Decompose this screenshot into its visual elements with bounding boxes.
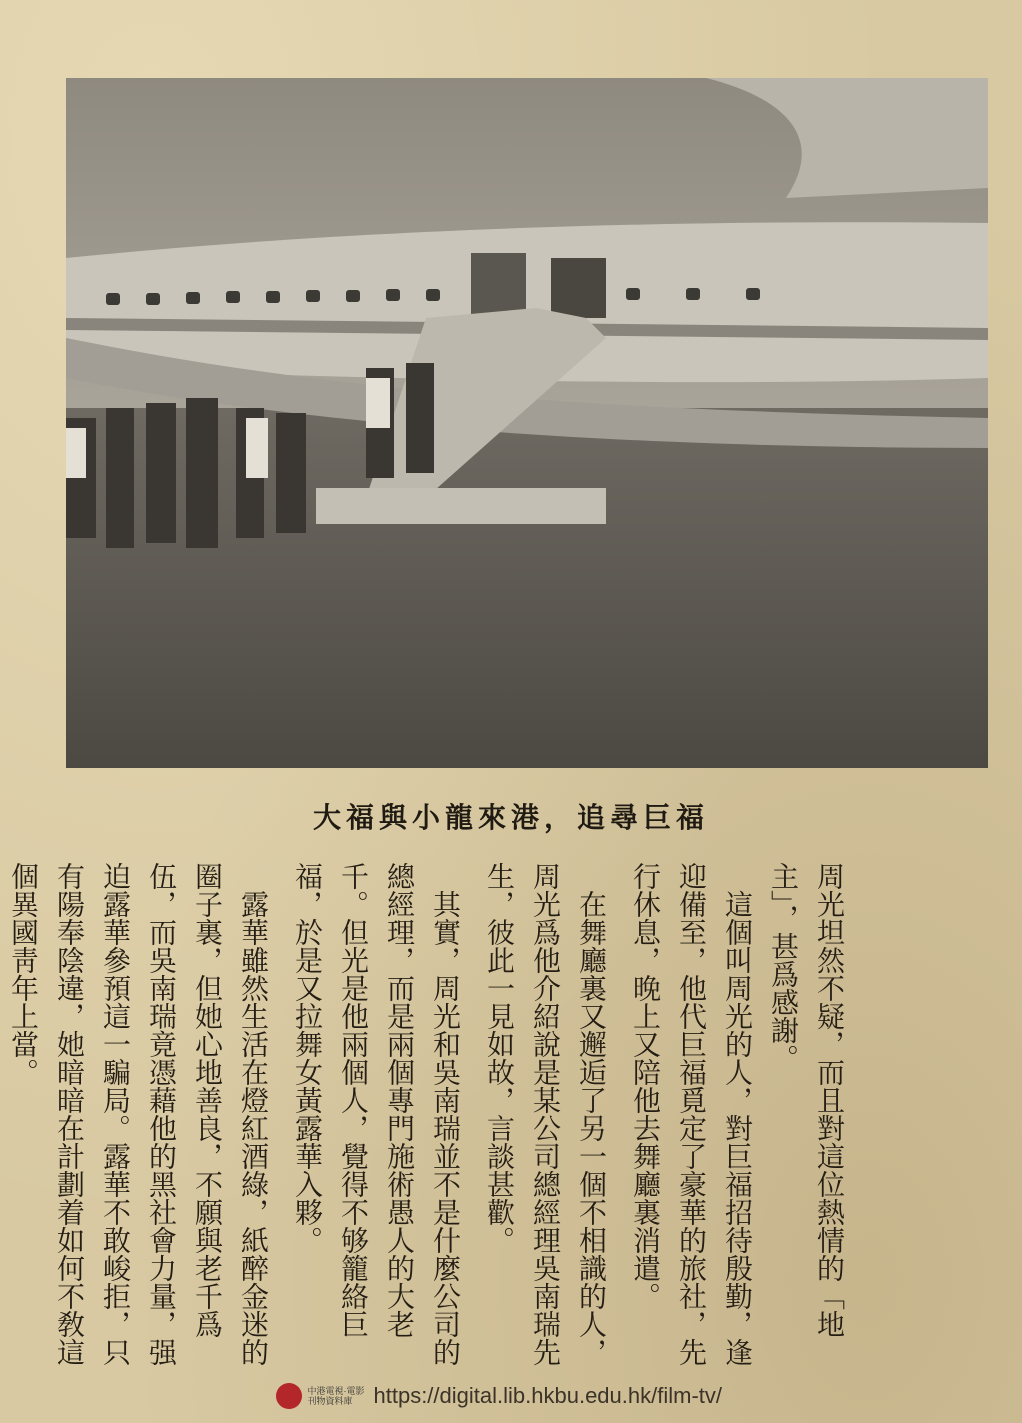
- paragraph: 這個叫周光的人，對巨福招待殷勤，逢迎備至，他代巨福覓定了豪華的旅社，先行休息，晚上又陪他去舞廳裏消遣。: [629, 862, 754, 1366]
- paragraph: 在舞廳裏又邂逅了另一個不相識的人，周光爲他介紹說是某公司總經理吳南瑞先生，彼此一見如故，言談甚歡。: [483, 862, 608, 1366]
- library-logo-icon: [276, 1383, 302, 1409]
- airplane-photo: [66, 78, 988, 768]
- paragraph: 露華雖然生活在燈紅酒綠，紙醉金迷的圈子裏，但她心地善良，不願與老千爲伍，而吳南瑞竟憑藉他的黑社會力量，强迫露華參預這一騙局。露華不敢峻拒，只有陽奉陰違，她暗暗在計劃着如何不敎這個異國靑年上當。: [7, 862, 270, 1366]
- source-url[interactable]: https://digital.lib.hkbu.edu.hk/film-tv/: [373, 1383, 722, 1408]
- article-text: [0, 862, 852, 1382]
- paragraph: 其實，周光和吳南瑞並不是什麼公司的總經理，而是兩個專門施術愚人的大老千。但光是他兩個人，覺得不够籠絡巨福，於是又拉舞女黃露華入夥。: [291, 862, 462, 1366]
- footer: [276, 1383, 723, 1409]
- paragraph: 周光坦然不疑，而且對這位熱情的「地主」，甚爲感謝。: [767, 862, 846, 1338]
- photo-caption: 大福與小龍來港，追尋巨福: [312, 801, 709, 834]
- logo-text: 中港電視·電影刊物資料庫: [307, 1386, 365, 1406]
